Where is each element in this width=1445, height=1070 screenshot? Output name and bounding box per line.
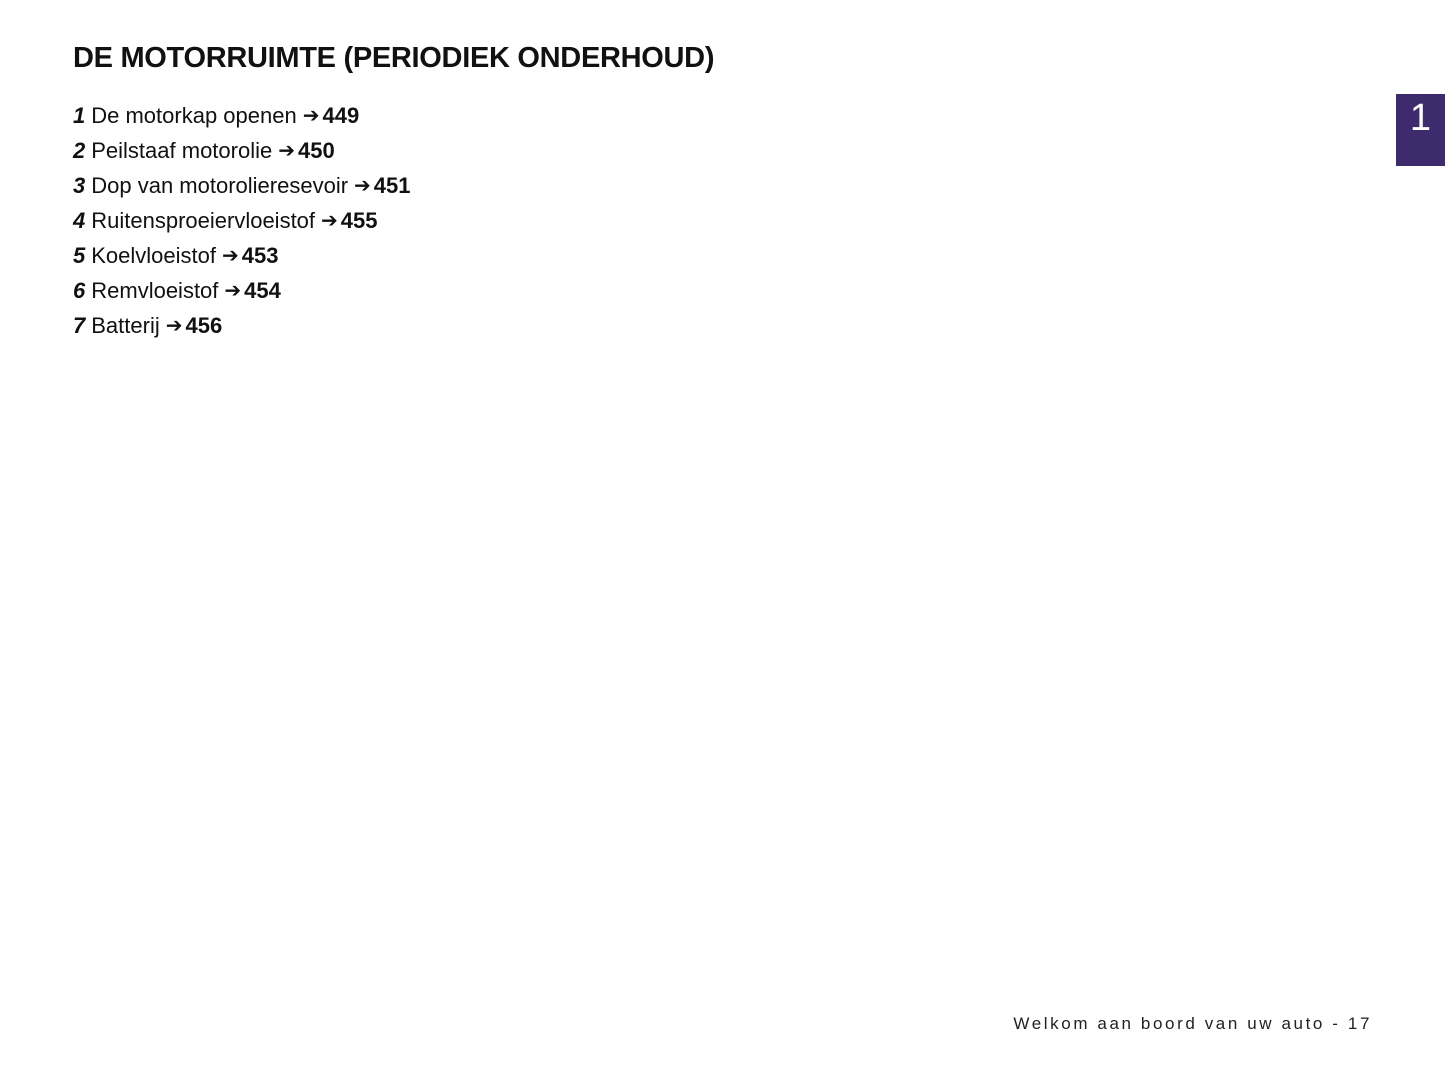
arrow-right-icon: ➔ bbox=[354, 175, 371, 197]
reference-list bbox=[73, 101, 411, 346]
item-number: 1 bbox=[73, 103, 86, 128]
page-reference-link[interactable]: 450 bbox=[298, 138, 335, 163]
item-label: Dop van motorolieresevoir bbox=[91, 173, 349, 198]
page-reference-link[interactable]: 456 bbox=[185, 313, 223, 338]
arrow-right-icon: ➔ bbox=[224, 280, 242, 302]
page-reference-link[interactable]: 451 bbox=[373, 173, 411, 198]
page-reference-link[interactable]: 453 bbox=[241, 243, 279, 268]
arrow-right-icon: ➔ bbox=[278, 140, 295, 162]
page-title: DE MOTORRUIMTE (PERIODIEK ONDERHOUD) bbox=[73, 42, 715, 74]
page-reference-link[interactable]: 454 bbox=[244, 278, 281, 303]
item-label: De motorkap openen bbox=[91, 103, 297, 128]
list-item bbox=[73, 171, 411, 206]
arrow-right-icon: ➔ bbox=[302, 105, 320, 127]
item-label: Peilstaaf motorolie bbox=[91, 138, 273, 163]
list-item bbox=[73, 101, 411, 136]
item-number: 2 bbox=[73, 138, 86, 163]
list-item bbox=[73, 241, 411, 276]
list-item bbox=[73, 276, 411, 311]
item-number: 3 bbox=[73, 173, 86, 198]
item-number: 6 bbox=[73, 278, 86, 303]
list-item bbox=[73, 136, 411, 171]
arrow-right-icon: ➔ bbox=[321, 210, 338, 232]
page-reference-link[interactable]: 455 bbox=[340, 208, 378, 233]
page-footer: Welkom aan boord van uw auto - 17 bbox=[1013, 1014, 1372, 1033]
list-item bbox=[73, 206, 411, 241]
chapter-tab[interactable]: 1 bbox=[1396, 94, 1445, 166]
arrow-right-icon: ➔ bbox=[165, 315, 183, 337]
item-label: Koelvloeistof bbox=[91, 243, 216, 268]
arrow-right-icon: ➔ bbox=[222, 245, 239, 267]
list-item bbox=[73, 311, 411, 346]
page-reference-link[interactable]: 449 bbox=[322, 103, 360, 128]
item-label: Ruitensproeiervloeistof bbox=[91, 208, 316, 233]
item-number: 4 bbox=[73, 208, 86, 233]
item-label: Remvloeistof bbox=[91, 278, 219, 303]
item-number: 7 bbox=[73, 313, 86, 338]
item-number: 5 bbox=[73, 243, 86, 268]
item-label: Batterij bbox=[91, 313, 160, 338]
